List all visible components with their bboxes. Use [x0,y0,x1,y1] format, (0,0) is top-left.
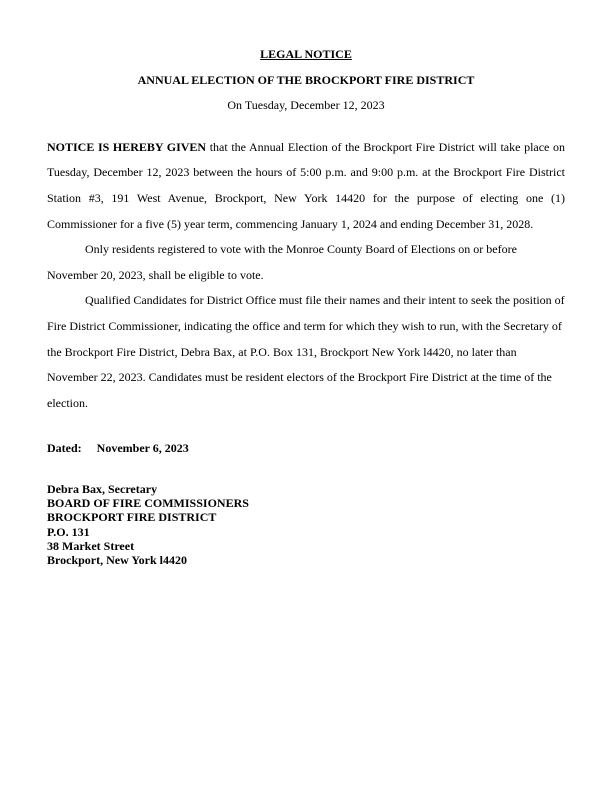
page-title: LEGAL NOTICE [260,47,352,61]
paragraph-eligibility: Only residents registered to vote with the Monroe County Board of Elections on or before November 20, 2023, shall be eligible to vote. [47,242,517,282]
notice-header [47,42,565,119]
notice-body [47,135,565,417]
signature-city: Brockport, New York l4420 [47,552,187,567]
paragraph-candidates: Qualified Candidates for District Office must file their names and their intent to seek the position of Fire District Commissioner, indicating the office and term for which they wish to run, with the Secretary of the Brockport Fire District, Debra Bax, at P.O. Box 131, Brockport New York l4420, no later than November 22, 2023. Candidates must be resident electors of the Brockport Fire District at the time of the election. [47,293,565,410]
notice-lead-text: NOTICE IS HEREBY GIVEN [47,139,207,154]
signature-street: 38 Market Street [47,538,135,553]
page-subtitle: ANNUAL ELECTION OF THE BROCKPORT FIRE DISTRICT [137,72,475,87]
signature-name: Debra Bax, Secretary [47,481,158,496]
signature-district: BROCKPORT FIRE DISTRICT [47,510,217,525]
dated-label: Dated: [47,441,82,456]
dated-line [47,436,565,462]
paragraph-notice [47,135,565,237]
signature-po-box: P.O. 131 [47,524,90,539]
dated-value: November 6, 2023 [96,441,189,456]
election-date-line: On Tuesday, December 12, 2023 [227,98,385,113]
signature-block [47,482,565,567]
signature-board: BOARD OF FIRE COMMISSIONERS [47,496,249,511]
notice-body-text: that the Annual Election of the Brockport Fire District will take place on Tuesday, December 12, 2023 between the hours of 5:00 p.m. and 9:00 p.m. at the Brockport Fire District Station #3, 191 West Avenue, Brockport, New York 14420 for the purpose of electing one (1) Commissioner for a five (5) year term, commencing January 1, 2024 and ending December 31, 2028. [47,139,566,231]
